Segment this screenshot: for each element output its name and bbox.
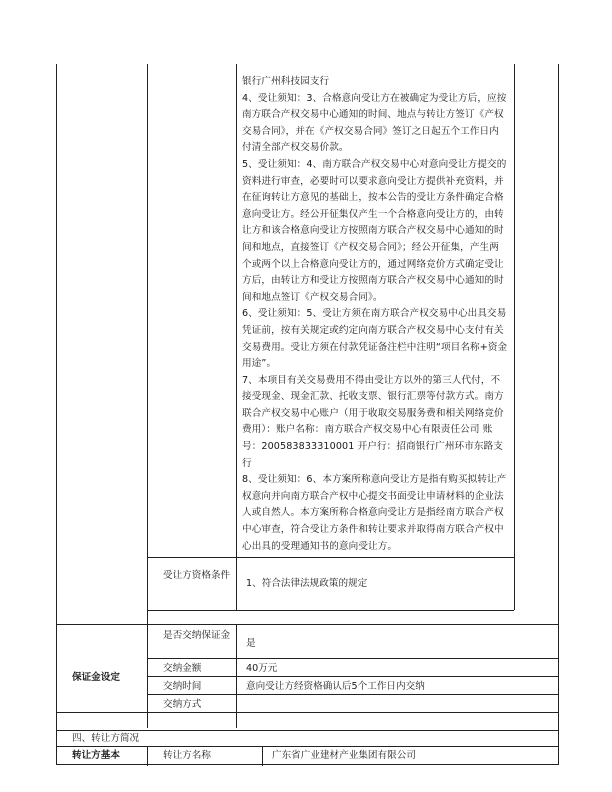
deposit-row-divider-2 [147,676,558,677]
qualification-value: 1、符合法律法规政策的规定 [246,578,368,589]
notice-line-1: 银行广州科技园支行 [242,76,330,87]
qualification-divider [236,557,237,610]
section4-heading: 四、转让方简况 [72,733,140,744]
section4-heading-bottom [56,746,559,747]
frame-left-border [56,64,57,764]
deposit-row-value-3: 意向受让方经资格确认后5个工作日内交纳 [246,681,425,692]
section4-col-2 [262,746,263,766]
deposit-row-divider-3 [147,694,558,695]
deposit-row-divider-1 [147,658,558,659]
section4-group-label: 转让方基本 [72,750,120,761]
section4-bottom-border [56,764,559,765]
section4-col-1 [147,746,148,766]
notice-line-4: 6、受让须知：5、受让方须在南方联合产权交易中心出具交易凭证前，按有关规定或约定向南方联合产权交易中心支付有关交易费用。受让方须在付款凭证备注栏中注明“项目名称+资金用途”。 [242,308,508,370]
deposit-bottom-border [56,712,559,713]
deposit-row-label-3: 交纳时间 [163,681,202,692]
deposit-row-label-2: 交纳金额 [163,663,202,674]
qualification-label: 受让方资格条件 [163,570,231,581]
deposit-row-label-1: 是否交纳保证金 [163,630,231,641]
deposit-section-label: 保证金设定 [72,672,120,683]
deposit-top-border [56,624,559,625]
notice-label-divider [236,64,237,557]
deposit-row-value-2: 40万元 [246,663,278,674]
deposit-row-value-1: 是 [246,638,256,649]
inner-left-border [147,64,148,667]
deposit-right-border [558,624,559,712]
notice-text [242,74,508,555]
notice-line-5: 7、本项目有关交易费用不得由受让方以外的第三人代付，不接受现金、现金汇款、托收支票、银行汇票等付款方式。南方联合产权交易中心账户（用于收取交易服务费和相关网络竞价费用）：账户名称：南方联合产权交易中心有限责任公司 账号：200583833310001 开户行：招商银行广州环市东路支行 [242,374,504,469]
section4-row-value: 广东省广业建材产业集团有限公司 [272,750,416,761]
qualification-top-border [147,557,514,558]
qualification-right-border [514,557,515,610]
notice-line-3: 5、受让须知：4、南方联合产权交易中心对意向受让方提交的资料进行审查，必要时可以要求意向受让方提供补充资料，并在征询转让方意见的基础上，按本公告的受让方条件确定合格意向受让方。经公开征集仅产生一个合格意向受让方的，由转让方和该合格意向受让方按照南方联合产权交易中心通知的时间和地点，直接签订《产权交易合同》；经公开征集，产生两个或两个以上合格意向受让方的，通过网络竞价方式确定受让方后，由转让方和受让方按照南方联合产权交易中心通知的时间和地点签订《产权交易合同》。 [242,158,507,303]
inner-right-border [514,64,515,557]
qualification-bottom-border [147,610,514,611]
section4-row-label: 转让方名称 [163,750,211,761]
notice-line-6: 8、受让须知：6、本方案所称意向受让方是指有购买拟转让产权意向并向南方联合产权中心提交书面受让申请材料的企业法人或自然人。本方案所称合格意向受让方是指经南方联合产权中心审查，符合受让方条件和转让要求并取得南方联合产权中心出具的受理通知书的意向受让方。 [242,474,507,552]
deposit-row-label-4: 交纳方式 [163,699,202,710]
notice-line-2: 4、受让须知：3、合格意向受让方在被确定为受让方后，应按南方联合产权交易中心通知的时间、地点与转让方签订《产权交易合同》，并在《产权交易合同》签订之日起五个工作日内付清全部产权交易价款。 [242,92,507,154]
